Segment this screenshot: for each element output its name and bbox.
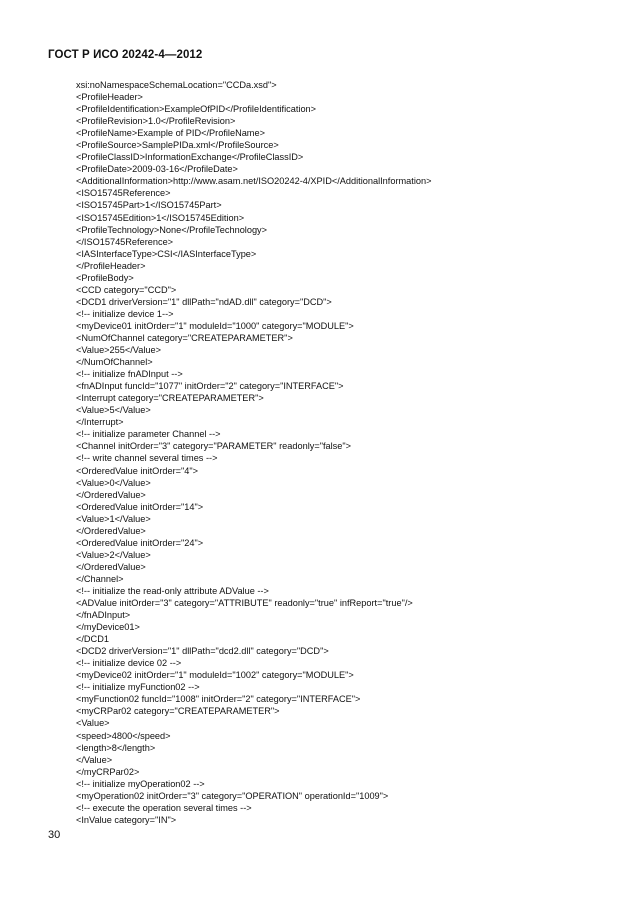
code-line: </Value> (76, 754, 113, 765)
code-line: <myDevice02 initOrder="1" moduleId="1002" category="MODULE"> (76, 670, 354, 681)
code-line: <length>8</length> (76, 742, 156, 753)
code-line: <myFunction02 funcId="1008" initOrder="2" category="INTERFACE"> (76, 694, 361, 705)
code-line: <Value>0</Value> (76, 477, 151, 488)
code-line: <ProfileTechnology>None</ProfileTechnology> (76, 224, 268, 235)
code-line: <ProfileName>Example of PID</ProfileName> (76, 128, 265, 139)
code-line: <OrderedValue initOrder="14"> (76, 501, 204, 512)
code-line: <Value> (76, 718, 110, 729)
code-line: <ISO15745Part>1</ISO15745Part> (76, 200, 222, 211)
code-line: </myCRPar02> (76, 766, 140, 777)
code-line: <speed>4800</speed> (76, 730, 171, 741)
code-line: <ProfileRevision>1.0</ProfileRevision> (76, 116, 236, 127)
code-line: <!-- initialize fnADInput --> (76, 369, 183, 380)
code-line: </OrderedValue> (76, 489, 146, 500)
code-line: </ISO15745Reference> (76, 236, 174, 247)
document-header: ГОСТ Р ИСО 20242-4—2012 (48, 49, 203, 61)
code-line: </myDevice01> (76, 622, 140, 633)
code-line: <DCD2 driverVersion="1" dllPath="dcd2.dll" category="DCD"> (76, 646, 329, 657)
code-line: </ProfileHeader> (76, 260, 146, 271)
code-line: <Value>5</Value> (76, 405, 151, 416)
code-line: <InValue category="IN"> (76, 814, 177, 825)
code-line: <CCD category="CCD"> (76, 284, 177, 295)
code-line: <ProfileClassID>InformationExchange</ProfileClassID> (76, 152, 304, 163)
code-line: <OrderedValue initOrder="24"> (76, 537, 204, 548)
code-line: </Interrupt> (76, 417, 124, 428)
code-line: </OrderedValue> (76, 561, 146, 572)
code-line: <Channel initOrder="3" category="PARAMETER" readonly="false"> (76, 441, 351, 452)
code-line: <NumOfChannel category="CREATEPARAMETER"> (76, 332, 293, 343)
code-line: <ProfileHeader> (76, 92, 143, 103)
code-line: </OrderedValue> (76, 525, 146, 536)
code-line: <DCD1 driverVersion="1" dllPath="ndAD.dll" category="DCD"> (76, 296, 332, 307)
code-line: <!-- initialize device 02 --> (76, 658, 182, 669)
code-line: <!-- initialize myFunction02 --> (76, 682, 200, 693)
code-line: <myCRPar02 category="CREATEPARAMETER"> (76, 706, 280, 717)
code-line: <Interrupt category="CREATEPARAMETER"> (76, 393, 264, 404)
code-line: <!-- initialize device 1--> (76, 308, 174, 319)
code-line: </Channel> (76, 573, 124, 584)
code-line: <Value>2</Value> (76, 549, 151, 560)
code-line: <ADValue initOrder="3" category="ATTRIBUTE" readonly="true" infReport="true"/> (76, 598, 413, 609)
xml-code-listing (76, 79, 596, 826)
code-line: <ProfileSource>SamplePIDa.xml</ProfileSource> (76, 140, 279, 151)
code-line: <ProfileBody> (76, 272, 134, 283)
code-line: xsi:noNamespaceSchemaLocation="CCDa.xsd"> (76, 80, 277, 90)
code-line: <Value>255</Value> (76, 345, 161, 356)
code-line: <fnADInput funcId="1077" initOrder="2" category="INTERFACE"> (76, 381, 344, 392)
code-line: <ISO15745Reference> (76, 188, 171, 199)
code-line: </DCD1 (76, 634, 109, 645)
code-line: </fnADInput> (76, 610, 131, 621)
code-line: <!-- execute the operation several times --> (76, 802, 252, 813)
code-line: <!-- initialize myOperation02 --> (76, 778, 205, 789)
code-line: <ProfileIdentification>ExampleOfPID</ProfileIdentification> (76, 104, 317, 115)
code-line: <myOperation02 initOrder="3" category="OPERATION" operationId="1009"> (76, 790, 389, 801)
code-line: <Value>1</Value> (76, 513, 151, 524)
code-line: <IASInterfaceType>CSI</IASInterfaceType> (76, 248, 257, 259)
code-line: <AdditionalInformation>http://www.asam.net/ISO20242-4/XPID</AdditionalInformation> (76, 176, 432, 187)
code-line: <myDevice01 initOrder="1" moduleId="1000" category="MODULE"> (76, 320, 354, 331)
code-line: <ProfileDate>2009-03-16</ProfileDate> (76, 164, 238, 175)
code-line: <ISO15745Edition>1</ISO15745Edition> (76, 212, 245, 223)
code-line: <!-- initialize the read-only attribute ADValue --> (76, 585, 269, 596)
code-line: <!-- write channel several times --> (76, 453, 218, 464)
code-line: <OrderedValue initOrder="4"> (76, 465, 199, 476)
page-number: 30 (48, 829, 61, 841)
code-line: <!-- initialize parameter Channel --> (76, 429, 221, 440)
code-line: </NumOfChannel> (76, 357, 153, 368)
